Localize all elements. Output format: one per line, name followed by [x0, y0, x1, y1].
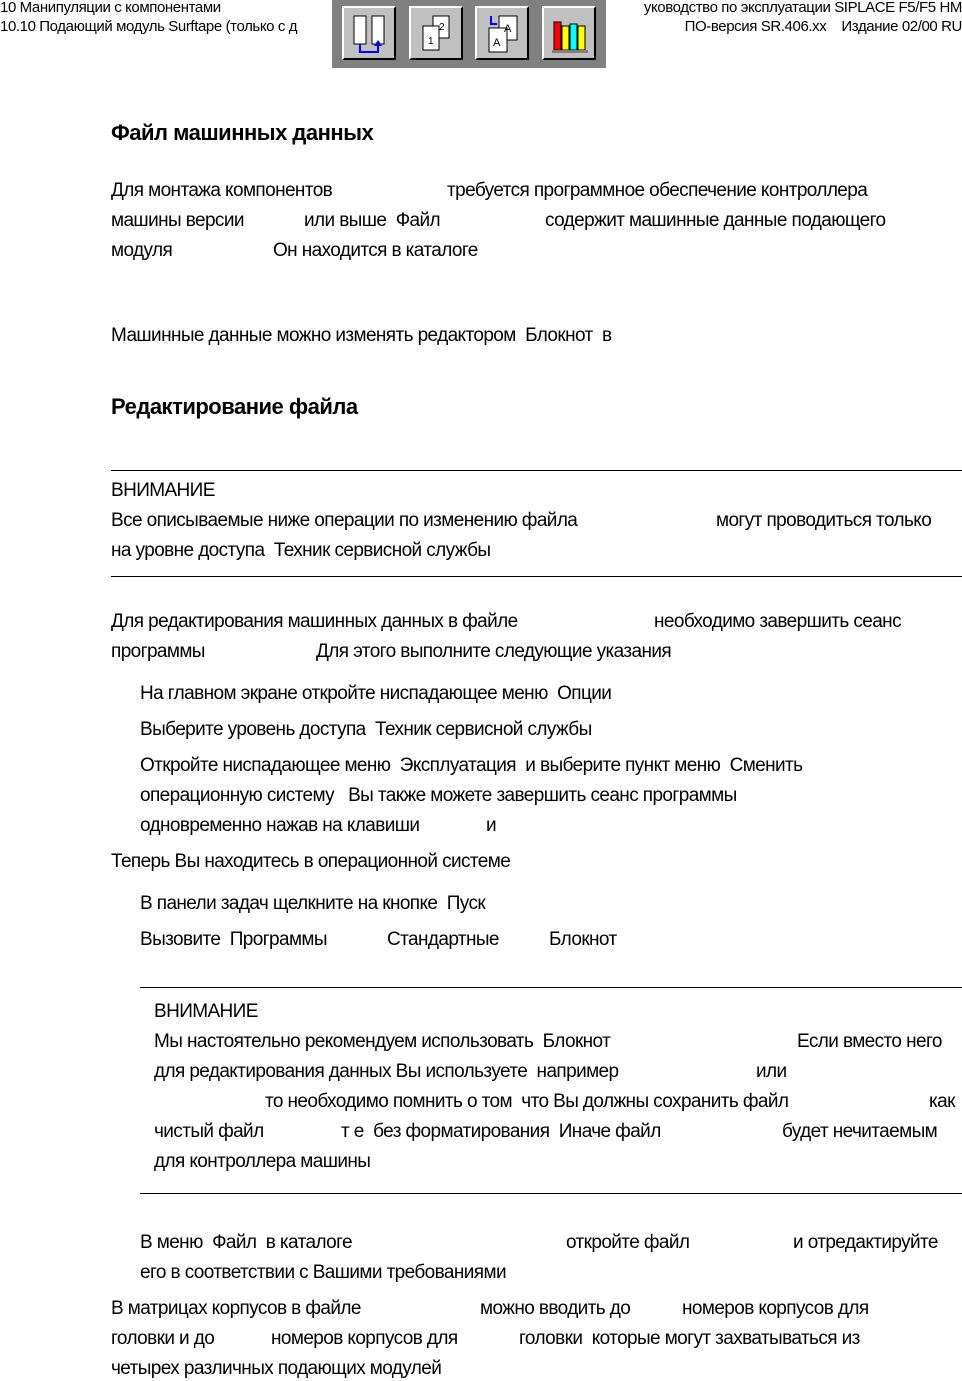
header-manual-title: уководство по эксплуатации SIPLACE F5/F5 HM [643, 0, 962, 16]
text: будет нечитаемым [782, 1121, 938, 1142]
text: головки которые могут захватываться из [519, 1328, 860, 1349]
text: программы [111, 641, 205, 662]
header-chapter: 10 Манипуляции с компонентами [0, 0, 221, 16]
text: В матрицах корпусов в файле [111, 1298, 361, 1319]
section-title: Редактирование файла [111, 394, 358, 419]
text: Все описываемые ниже операции по изменению файла [111, 510, 578, 531]
text: или выше Файл [304, 210, 441, 231]
navigation-button[interactable] [342, 6, 396, 60]
attention-label: ВНИМАНИЕ [154, 1001, 258, 1022]
step: откройте файл [566, 1232, 690, 1253]
step: и [486, 815, 497, 836]
svg-text:2: 2 [439, 22, 445, 33]
step: На главном экране откройте ниспадающее меню Опции [140, 683, 612, 704]
text: головки и до [111, 1328, 215, 1349]
step: Стандартные [387, 929, 499, 950]
text: Теперь Вы находитесь в операционной системе [111, 851, 511, 872]
step: Блокнот [549, 929, 617, 950]
text: для контроллера машины [154, 1151, 371, 1172]
text: Если вместо него [797, 1031, 942, 1052]
text: Мы настоятельно рекомендуем использовать Блокнот [154, 1031, 611, 1052]
text: для редактирования данных Вы используете например [154, 1061, 619, 1082]
toolbar [332, 0, 606, 68]
step: В меню Файл в каталоге [140, 1232, 353, 1253]
divider [111, 576, 962, 577]
header-section: 10.10 Подающий модуль Surftape (только с д [0, 18, 298, 35]
svg-text:1: 1 [428, 36, 434, 47]
header-version: ПО-версия SR.406.xx Издание 02/00 RU [684, 18, 962, 35]
divider [111, 470, 962, 471]
text: четырех различных подающих модулей [111, 1358, 442, 1379]
text: номеров корпусов для [682, 1298, 869, 1319]
text: как [929, 1091, 955, 1112]
compare-pages-icon [481, 12, 525, 56]
text: можно вводить до [480, 1298, 631, 1319]
text: Для редактирования машинных данных в файле [111, 611, 518, 632]
text: на уровне доступа Техник сервисной службы [111, 540, 491, 561]
section-title: Файл машинных данных [111, 120, 374, 145]
step: Выберите уровень доступа Техник сервисной службы [140, 719, 592, 740]
step: одновременно нажав на клавиши [140, 815, 420, 836]
text: Он находится в каталоге [273, 240, 478, 261]
pages-icon [415, 12, 459, 56]
text: необходимо завершить сеанс [654, 611, 901, 632]
step: Вызовите Программы [140, 929, 327, 950]
text: номеров корпусов для [271, 1328, 458, 1349]
divider [140, 987, 962, 988]
divider [140, 1193, 962, 1194]
text: чистый файл [154, 1121, 264, 1142]
step: В панели задач щелкните на кнопке Пуск [140, 893, 486, 914]
compare-pages-button[interactable] [475, 6, 529, 60]
text: Для этого выполните следующие указания [316, 641, 672, 662]
text: машины версии [111, 210, 244, 231]
step: операционную систему Вы также можете завершить сеанс программы [140, 785, 737, 806]
step: Откройте ниспадающее меню Эксплуатация и выберите пункт меню Сменить [140, 755, 803, 776]
attention-label: ВНИМАНИЕ [111, 480, 215, 501]
step: его в соответствии с Вашими требованиями [140, 1262, 506, 1283]
text: Для монтажа компонентов [111, 180, 333, 201]
text: или [756, 1061, 787, 1082]
text: т е без форматирования Иначе файл [341, 1121, 661, 1142]
pages-button[interactable] [409, 6, 463, 60]
text: то необходимо помнить о том что Вы должны сохранить файл [265, 1091, 789, 1112]
svg-text:A: A [493, 37, 501, 49]
text: могут проводиться только [716, 510, 932, 531]
svg-text:A: A [504, 23, 512, 35]
text: Машинные данные можно изменять редактором Блокнот в [111, 325, 612, 346]
navigation-icon [348, 12, 392, 56]
text: модуля [111, 240, 173, 261]
text: требуется программное обеспечение контроллера [447, 180, 868, 201]
step: и отредактируйте [793, 1232, 938, 1253]
library-books-icon [548, 12, 592, 56]
text: содержит машинные данные подающего [545, 210, 886, 231]
library-button[interactable] [542, 6, 596, 60]
